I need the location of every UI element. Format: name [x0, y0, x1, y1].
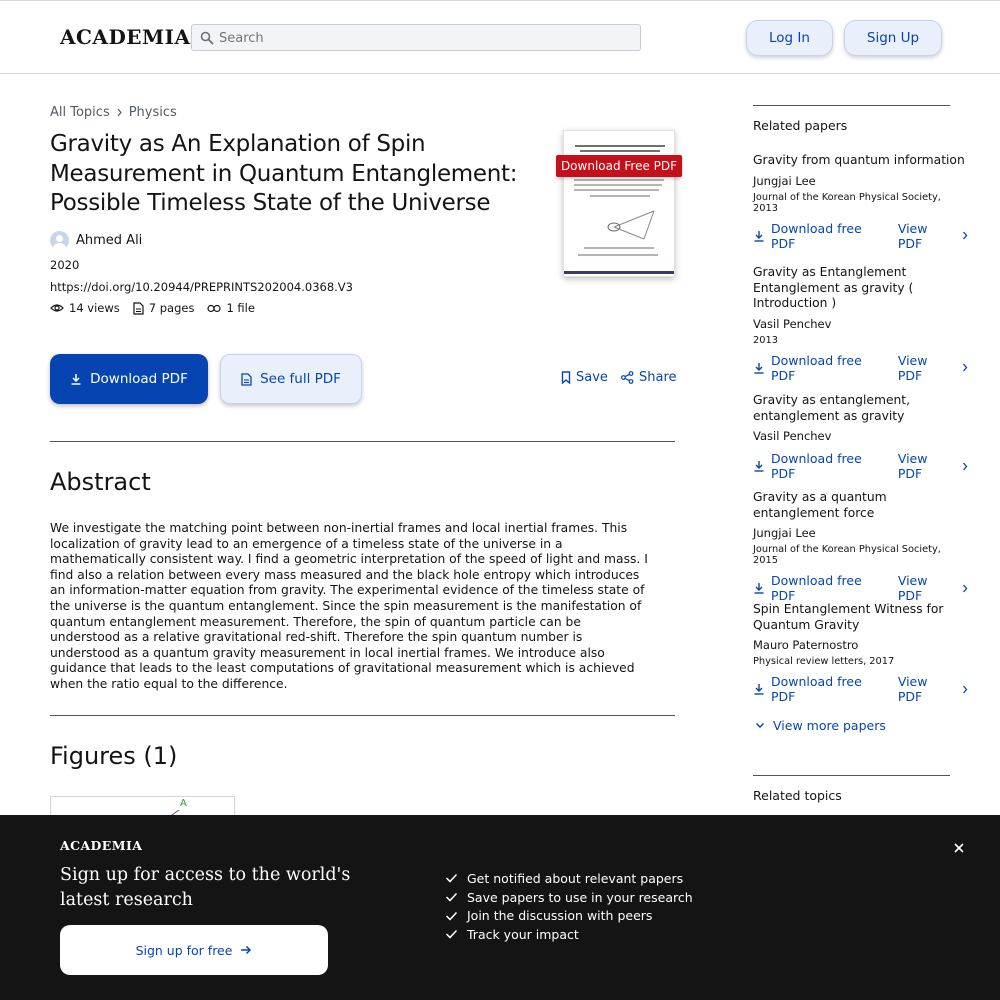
chevron-down-icon	[755, 722, 765, 729]
thumb-line	[574, 189, 659, 191]
download-free-pdf-label: Download free PDF	[771, 573, 862, 604]
download-free-pdf-link[interactable]	[753, 573, 885, 603]
author-name[interactable]: Ahmed Ali	[76, 233, 143, 248]
close-icon	[952, 841, 966, 855]
related-paper-journal: 2013	[753, 334, 778, 346]
document-icon	[133, 302, 144, 315]
login-button[interactable]: Log In	[746, 20, 833, 56]
related-paper	[753, 490, 968, 603]
signup-free-button[interactable]	[60, 925, 328, 975]
related-paper-title[interactable]: Gravity as a quantum entanglement force	[753, 490, 887, 520]
views-stat	[50, 301, 120, 315]
paper-thumbnail[interactable]	[563, 130, 675, 277]
document-icon	[241, 373, 252, 386]
download-free-pdf-link[interactable]	[753, 674, 885, 704]
divider	[50, 441, 675, 442]
banner-logo: ACADEMIA	[60, 838, 143, 853]
download-icon	[753, 230, 765, 242]
check-icon	[445, 911, 458, 921]
related-paper-author[interactable]: Mauro Paternostro	[753, 638, 859, 653]
benefit-item	[445, 888, 693, 907]
share-button[interactable]	[621, 370, 677, 385]
view-pdf-label: View PDF	[897, 220, 928, 251]
download-free-pdf-label: Download free PDF	[771, 674, 862, 705]
related-paper	[753, 393, 968, 481]
view-more-papers-button[interactable]	[755, 718, 886, 733]
related-paper-journal: Journal of the Korean Physical Society, 2013	[753, 191, 941, 214]
breadcrumb-all-topics[interactable]: All Topics	[50, 105, 110, 120]
eye-icon	[50, 303, 64, 313]
download-free-pdf-link[interactable]	[753, 221, 885, 251]
view-pdf-label: View PDF	[897, 674, 928, 705]
thumb-line	[584, 247, 654, 249]
benefit-text: Get notified about relevant papers	[467, 870, 684, 886]
related-paper-author[interactable]: Jungjai Lee	[753, 173, 816, 188]
view-pdf-label: View PDF	[897, 352, 928, 383]
download-pdf-label: Download PDF	[90, 371, 188, 387]
related-papers-heading: Related papers	[753, 118, 848, 133]
benefit-text: Track your impact	[467, 926, 579, 942]
pages-stat	[133, 301, 195, 315]
signup-button[interactable]: Sign Up	[844, 20, 942, 56]
link-icon	[207, 304, 221, 313]
chevron-right-icon	[116, 108, 123, 117]
thumb-line	[574, 184, 662, 186]
thumb-figure	[604, 205, 664, 245]
benefits-list	[445, 869, 693, 944]
abstract-heading: Abstract	[50, 468, 151, 496]
see-full-pdf-button[interactable]	[220, 354, 362, 404]
banner-headline: Sign up for access to the world's latest research	[60, 865, 351, 910]
share-label: Share	[639, 370, 677, 385]
check-icon	[445, 892, 458, 902]
benefit-item	[445, 869, 693, 888]
paper-stats	[50, 301, 255, 315]
download-icon	[753, 683, 765, 695]
view-pdf-link[interactable]	[898, 573, 968, 603]
view-pdf-link[interactable]	[898, 674, 968, 704]
thumb-line	[574, 179, 664, 181]
paper-doi[interactable]: https://doi.org/10.20944/PREPRINTS202004.0368.V3	[50, 280, 353, 294]
related-paper	[753, 153, 968, 251]
related-paper-title[interactable]: Spin Entanglement Witness for Quantum Gravity	[753, 602, 944, 632]
related-paper	[753, 265, 968, 383]
figures-heading: Figures (1)	[50, 742, 178, 770]
check-icon	[445, 873, 458, 883]
view-pdf-label: View PDF	[897, 573, 928, 604]
download-free-pdf-tag[interactable]: Download Free PDF	[556, 155, 682, 177]
related-paper-title[interactable]: Gravity from quantum information	[753, 153, 965, 167]
search-input[interactable]	[219, 28, 629, 48]
academia-logo[interactable]: ACADEMIA	[60, 25, 191, 49]
breadcrumb-physics[interactable]: Physics	[128, 105, 177, 120]
files-stat	[207, 301, 255, 315]
avatar	[50, 231, 69, 250]
chevron-right-icon	[962, 462, 968, 471]
breadcrumb	[50, 105, 177, 120]
related-paper-links	[753, 573, 968, 603]
related-paper-journal: Physical review letters, 2017	[753, 656, 895, 668]
chevron-right-icon	[962, 584, 968, 593]
figure-label-a: A	[180, 798, 187, 809]
download-free-pdf-label: Download free PDF	[771, 451, 862, 482]
signup-free-label: Sign up for free	[135, 942, 233, 958]
related-paper	[753, 602, 968, 704]
benefit-text: Join the discussion with peers	[467, 908, 653, 924]
arrow-right-icon	[240, 945, 252, 955]
download-icon	[753, 362, 765, 374]
download-free-pdf-link[interactable]	[753, 451, 885, 481]
benefit-item	[445, 925, 693, 944]
chevron-right-icon	[962, 685, 968, 694]
related-paper-links	[753, 353, 968, 383]
related-paper-author[interactable]: Jungjai Lee	[753, 526, 816, 541]
download-free-pdf-link[interactable]	[753, 353, 885, 383]
view-pdf-link[interactable]	[898, 221, 968, 251]
share-icon	[621, 371, 634, 384]
paper-year: 2020	[50, 258, 80, 272]
related-paper-links	[753, 674, 968, 704]
related-paper-author[interactable]: Vasil Penchev	[753, 429, 832, 444]
paper-title: Gravity as An Explanation of Spin Measurement in Quantum Entanglement: Possible Timeless State of the Universe	[50, 131, 518, 216]
thumb-line	[580, 150, 660, 152]
close-banner-button[interactable]	[952, 841, 966, 855]
view-pdf-label: View PDF	[897, 451, 928, 482]
see-full-pdf-label: See full PDF	[260, 371, 341, 387]
related-paper-links	[753, 451, 968, 481]
chevron-right-icon	[962, 231, 968, 240]
benefit-item	[445, 906, 693, 925]
download-free-pdf-label: Download free PDF	[771, 220, 862, 251]
view-pdf-link[interactable]	[898, 451, 968, 481]
related-paper-author[interactable]: Vasil Penchev	[753, 316, 832, 331]
check-icon	[445, 929, 458, 939]
related-paper-journal: Journal of the Korean Physical Society, 2015	[753, 544, 941, 567]
signup-banner	[0, 815, 1000, 1000]
related-topics-heading: Related topics	[753, 788, 842, 803]
related-paper-title[interactable]: Gravity as entanglement, entanglement as gravity	[753, 393, 911, 423]
views-count: 14 views	[69, 301, 120, 315]
files-count: 1 file	[226, 301, 255, 315]
download-icon	[70, 373, 82, 385]
sidebar-divider	[753, 105, 950, 106]
sidebar-divider	[753, 775, 950, 776]
view-more-label: View more papers	[773, 718, 886, 733]
chevron-right-icon	[962, 363, 968, 372]
thumb-line	[578, 254, 658, 256]
save-label: Save	[576, 370, 608, 385]
benefit-text: Save papers to use in your research	[467, 889, 693, 905]
figure-preview	[51, 797, 236, 817]
author-row[interactable]	[50, 231, 142, 250]
search-box[interactable]	[191, 24, 641, 51]
view-pdf-link[interactable]	[898, 353, 968, 383]
thumb-line	[575, 145, 665, 147]
related-paper-links	[753, 221, 968, 251]
abstract-text: We investigate the matching point between non-inertial frames and local inertial frames. This localization of gravity lead to an emergence of a timeless state of the universe in a mathematically consistent way. I find a geometric interpretation of the speed of light and mass. I find also a relation between every mass measured and the black hole entropy which introduces an information-matter equation from gravity. The experimental evidence of the timeless state of the universe is the quantum entanglement. Since the spin measurement is the manifestation of quantum entanglement measurement. Therefore, the spin of quantum particle can be understood as a relative gravitational red-shift. Therefore the spin quantum number is understood as a quantum gravity measurement in local inertial frames. We introduce also guidance that leads to the least computations of gravitational measurement which is achieved when the ratio equal to the difference.	[50, 521, 648, 691]
thumb-line	[590, 195, 650, 197]
search-icon	[200, 31, 214, 45]
divider	[50, 715, 675, 716]
bookmark-icon	[561, 371, 571, 384]
download-pdf-button[interactable]	[50, 354, 208, 404]
related-paper-title[interactable]: Gravity as Entanglement Entanglement as gravity ( Introduction )	[753, 265, 914, 311]
thumb-footer-bar	[564, 271, 674, 274]
download-free-pdf-label: Download free PDF	[771, 352, 862, 383]
top-header	[0, 0, 1000, 74]
download-icon	[753, 460, 765, 472]
pages-count: 7 pages	[148, 301, 195, 315]
download-icon	[753, 582, 765, 594]
save-button[interactable]	[561, 370, 608, 385]
